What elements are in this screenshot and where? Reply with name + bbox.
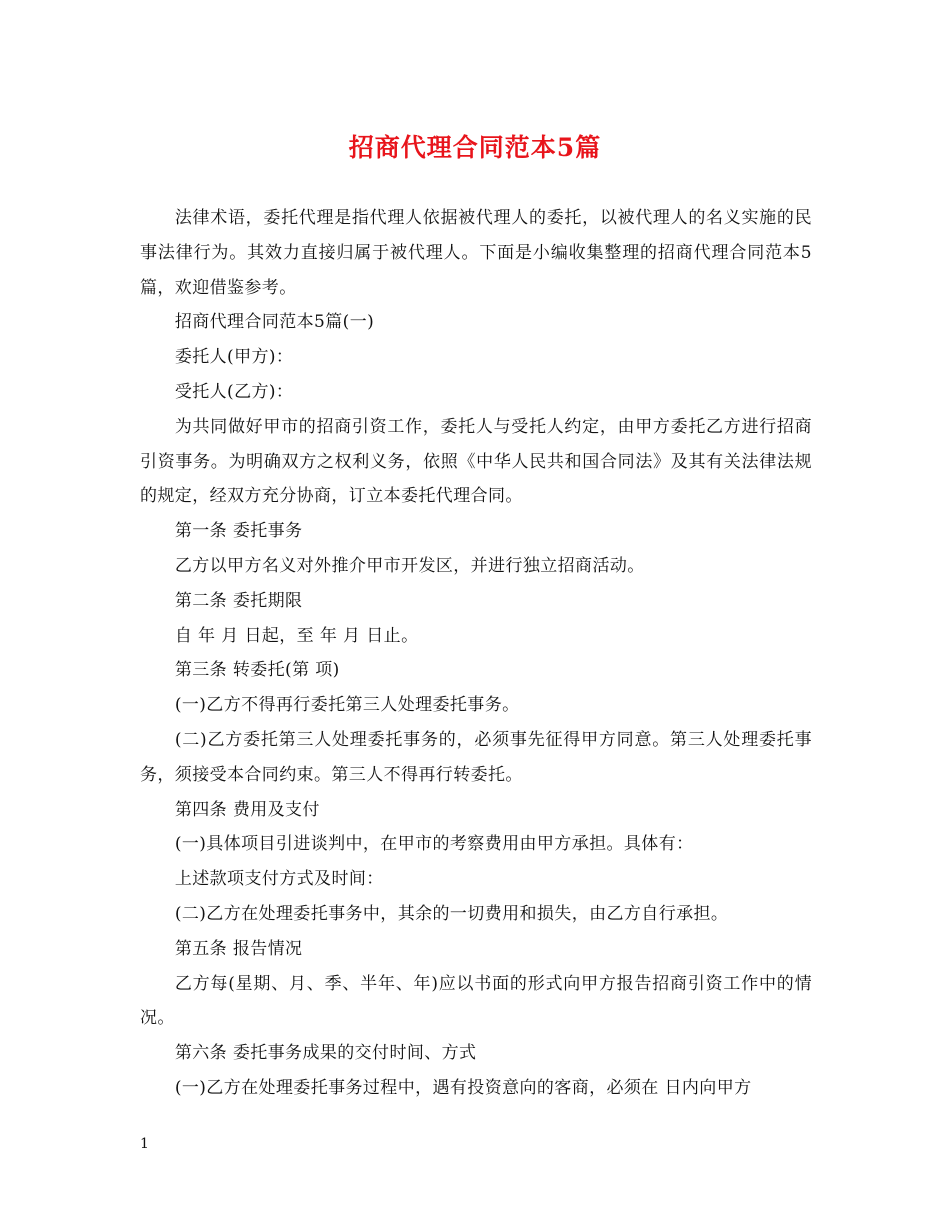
article-1-heading: 第一条 委托事务	[174, 521, 303, 542]
article-3-item-2: (二)乙方委托第三人处理委托事务的，必须事先征得甲方同意。第三人处理委托事务，须接受本合同约束。第三人不得再行转委托。	[140, 729, 812, 785]
document-title: 招商代理合同范本5篇	[348, 133, 602, 162]
article-1-text: 乙方以甲方名义对外推介甲市开发区，并进行独立招商活动。	[174, 555, 645, 576]
article-5-heading: 第五条 报告情况	[174, 938, 303, 959]
paragraph-party-a: 委托人(甲方)：	[174, 347, 294, 368]
article-2-heading: 第二条 委托期限	[174, 590, 303, 611]
article-4-item-2: (二)乙方在处理委托事务中，其余的一切费用和损失，由乙方自行承担。	[174, 903, 729, 924]
article-6-heading: 第六条 委托事务成果的交付时间、方式	[174, 1043, 477, 1064]
article-4-item-1: (一)具体项目引进谈判中，在甲市的考察费用由甲方承担。具体有：	[174, 834, 694, 855]
article-6-item-1: (一)乙方在处理委托事务过程中，遇有投资意向的客商，必须在 日内向甲方	[174, 1077, 752, 1098]
article-4-payment: 上述款项支付方式及时间：	[174, 869, 384, 890]
paragraph-intro: 法律术语，委托代理是指代理人依据被代理人的委托，以被代理人的名义实施的民事法律行为。其效力直接归属于被代理人。下面是小编收集整理的招商代理合同范本5篇，欢迎借鉴参考。	[140, 208, 812, 298]
article-3-heading: 第三条 转委托(第 项)	[174, 660, 340, 681]
paragraph-preamble: 为共同做好甲市的招商引资工作，委托人与受托人约定，由甲方委托乙方进行招商引资事务。为明确双方之权利义务，依照《中华人民共和国合同法》及其有关法律法规的规定，经双方充分协商，订立本委托代理合同。	[140, 416, 812, 507]
article-4-heading: 第四条 费用及支付	[174, 799, 320, 820]
document-body	[140, 201, 812, 1106]
paragraph-party-b: 受托人(乙方)：	[174, 381, 294, 402]
article-2-text: 自 年 月 日起，至 年 月 日止。	[174, 625, 419, 646]
article-3-item-1: (一)乙方不得再行委托第三人处理委托事务。	[174, 695, 520, 716]
article-5-text: 乙方每(星期、月、季、半年、年)应以书面的形式向甲方报告招商引资工作中的情况。	[140, 973, 812, 1029]
page-number: 1	[140, 1136, 149, 1152]
paragraph-contract-heading: 招商代理合同范本5篇(一)	[174, 312, 375, 333]
